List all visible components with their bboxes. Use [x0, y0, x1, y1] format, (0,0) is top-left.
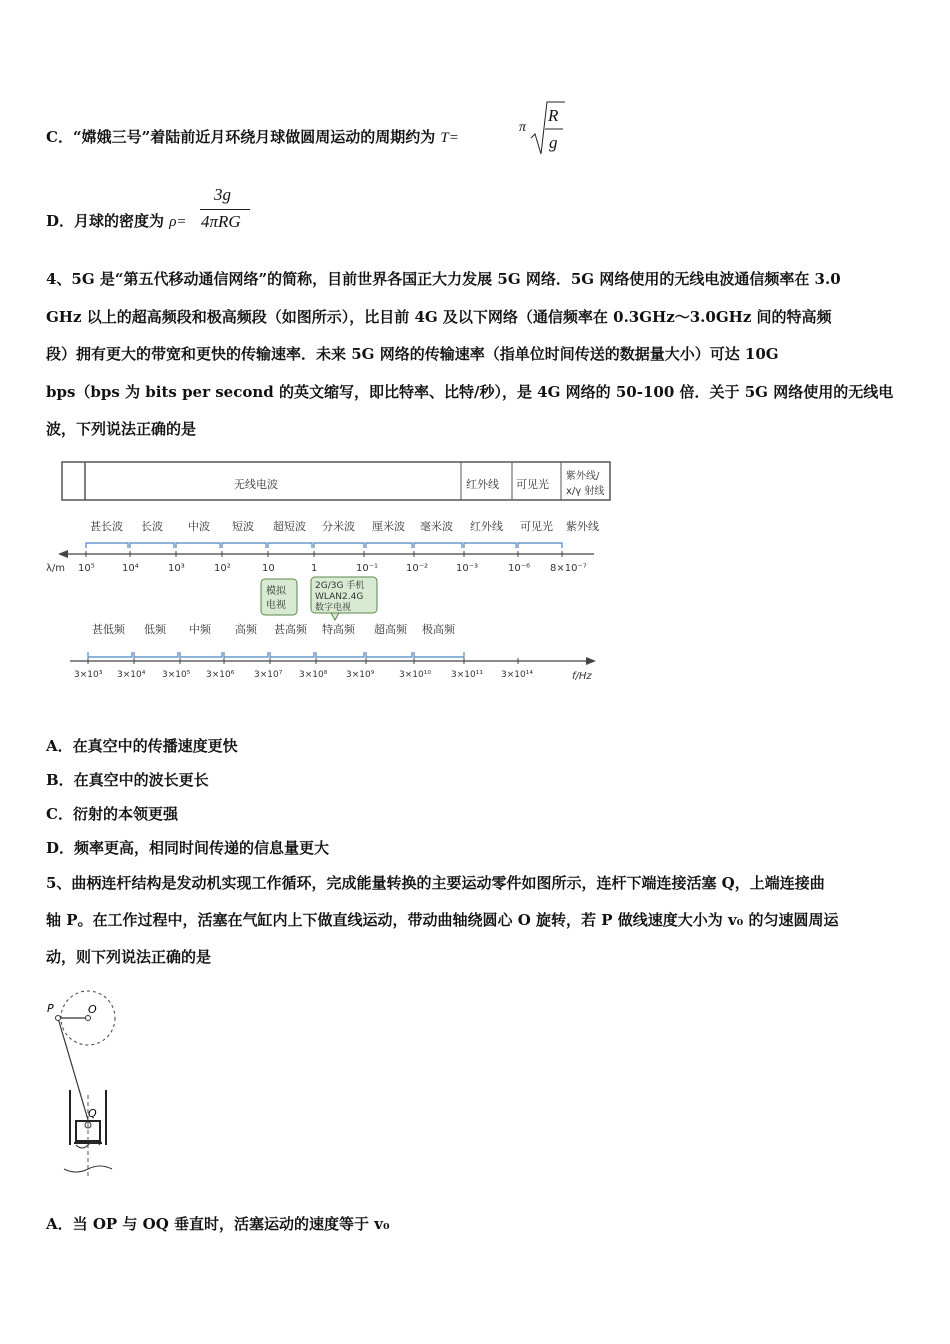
freq-name: 超高频 — [374, 623, 407, 636]
freq-label: f/Hz — [572, 671, 592, 682]
lambda-tick: 10⁴ — [122, 563, 139, 574]
band-infrared: 红外线 — [466, 478, 499, 491]
callout-phone-line: 数字电视 — [315, 603, 352, 613]
q3-option-d-text: D．月球的密度为 — [46, 212, 170, 230]
point-q-label: Q — [88, 1107, 97, 1120]
connecting-rod — [58, 1018, 88, 1120]
lambda-label: λ/m — [46, 563, 66, 574]
freq-tick: 3×10⁵ — [162, 670, 191, 680]
lambda-tick: 10⁻¹ — [356, 563, 379, 574]
wave-name: 紫外线 — [566, 520, 599, 533]
freq-tick: 3×10¹⁴ — [501, 670, 533, 680]
wave-name: 毫米波 — [420, 520, 453, 533]
q4-option-b: B．在真空中的波长更长 — [46, 771, 209, 789]
arrow-right-icon — [586, 657, 596, 665]
callout-tv-line: 模拟 — [266, 586, 286, 597]
q3-option-c-var: T= — [440, 130, 459, 146]
lambda-tick: 1 — [311, 563, 318, 574]
lambda-tick: 10⁻⁶ — [508, 563, 531, 574]
band-xray: x/γ 射线 — [566, 486, 605, 497]
wave-name: 厘米波 — [372, 520, 405, 533]
freq-tick: 3×10⁹ — [346, 670, 375, 680]
spectrum-figure — [46, 458, 616, 688]
q3-option-c-formula — [517, 98, 577, 160]
q4-stem-line-4: bps（bps 为 bits per second 的英文缩写，即比特率、比特/秒），是 4G 网络的 50-100 倍．关于 5G 网络使用的无线电 — [46, 383, 894, 401]
lambda-tick: 10 — [262, 563, 275, 574]
crank-figure — [44, 985, 134, 1180]
freq-name: 特高频 — [322, 623, 355, 636]
wave-name: 可见光 — [520, 520, 553, 533]
q4-stem-line-2: GHz 以上的超高频段和极高频段（如图所示），比目前 4G 及以下网络（通信频率在 0.3GHz～3.0GHz 间的特高频 — [46, 308, 832, 326]
q4-stem-line-5: 波，下列说法正确的是 — [46, 420, 197, 438]
q3-option-d-num: 3g — [214, 185, 231, 204]
lambda-tick: 10⁵ — [78, 563, 95, 574]
q3-option-d-formula — [198, 185, 258, 235]
q3-option-c — [46, 127, 459, 148]
q4-option-a: A．在真空中的传播速度更快 — [46, 737, 238, 755]
freq-tick: 3×10⁴ — [117, 670, 146, 680]
wave-name: 红外线 — [470, 520, 503, 533]
band-visible: 可见光 — [516, 478, 549, 491]
q4-stem-line-1: 4、5G 是“第五代移动通信网络”的简称，目前世界各国正大力发展 5G 网络．5G 网络使用的无线电波通信频率在 3.0 — [46, 270, 841, 288]
band-uv: 紫外线/ — [566, 471, 600, 482]
wave-name: 甚长波 — [90, 520, 123, 533]
callout-tv-line: 电视 — [266, 600, 286, 611]
freq-tick: 3×10¹¹ — [451, 670, 483, 680]
point-p-label: P — [47, 1002, 54, 1015]
q3-option-c-pi: π — [519, 120, 527, 135]
q3-option-c-num: R — [548, 106, 559, 125]
wave-name: 超短波 — [273, 520, 306, 533]
callout-phone-line: 2G/3G 手机 — [315, 581, 365, 591]
point-o-label: O — [88, 1003, 97, 1016]
callout-phone-line: WLAN2.4G — [315, 592, 364, 602]
lambda-tick: 10⁻² — [406, 563, 429, 574]
q5-stem-line-3: 动，则下列说法正确的是 — [46, 948, 212, 966]
lambda-tick: 10⁻³ — [456, 563, 479, 574]
q3-option-d — [46, 211, 187, 232]
wave-name: 分米波 — [322, 520, 355, 533]
lambda-tick: 8×10⁻⁷ — [550, 563, 587, 574]
q3-option-d-var: ρ= — [169, 214, 187, 230]
q4-stem-line-3: 段）拥有更大的带宽和更快的传输速率．未来 5G 网络的传输速率（指单位时间传送的数据量大小）可达 10G — [46, 345, 779, 363]
freq-braces — [88, 652, 464, 657]
band-radio: 无线电波 — [234, 478, 278, 491]
fraction-bar — [200, 209, 250, 210]
wave-name: 中波 — [188, 520, 210, 533]
wave-name: 长波 — [141, 520, 163, 533]
sqrt-sign-icon — [517, 98, 577, 160]
freq-name: 甚低频 — [92, 623, 125, 636]
q5-stem-line-2: 轴 P。在工作过程中，活塞在气缸内上下做直线运动，带动曲轴绕圆心 O 旋转，若 P 做线速度大小为 v₀ 的匀速圆周运 — [46, 911, 839, 929]
freq-tick: 3×10⁷ — [254, 670, 283, 680]
q4-option-d: D．频率更高，相同时间传递的信息量更大 — [46, 839, 330, 857]
wave-braces — [86, 543, 562, 548]
freq-tick: 3×10⁶ — [206, 670, 235, 680]
q4-option-c: C．衍射的本领更强 — [46, 805, 178, 823]
q3-option-d-den: 4πRG — [201, 212, 241, 231]
q5-stem-line-1: 5、曲柄连杆结构是发动机实现工作循环，完成能量转换的主要运动零件如图所示，连杆下端连接活塞 Q，上端连接曲 — [46, 874, 825, 892]
freq-name: 甚高频 — [274, 623, 307, 636]
freq-name: 高频 — [235, 623, 257, 636]
q5-option-a: A．当 OP 与 OQ 垂直时，活塞运动的速度等于 v₀ — [46, 1215, 390, 1233]
q3-option-c-text: C．“嫦娥三号”着陆前近月环绕月球做圆周运动的周期约为 — [46, 128, 441, 146]
q3-option-c-den: g — [549, 133, 558, 152]
freq-tick: 3×10³ — [74, 670, 103, 680]
lambda-tick: 10³ — [168, 563, 185, 574]
arrow-left-icon — [58, 550, 68, 558]
freq-tick: 3×10⁸ — [299, 670, 328, 680]
freq-name: 极高频 — [422, 623, 455, 636]
freq-name: 低频 — [144, 623, 166, 636]
freq-name: 中频 — [189, 623, 211, 636]
freq-tick: 3×10¹⁰ — [399, 670, 431, 680]
wave-name: 短波 — [232, 520, 254, 533]
lambda-tick: 10² — [214, 563, 231, 574]
